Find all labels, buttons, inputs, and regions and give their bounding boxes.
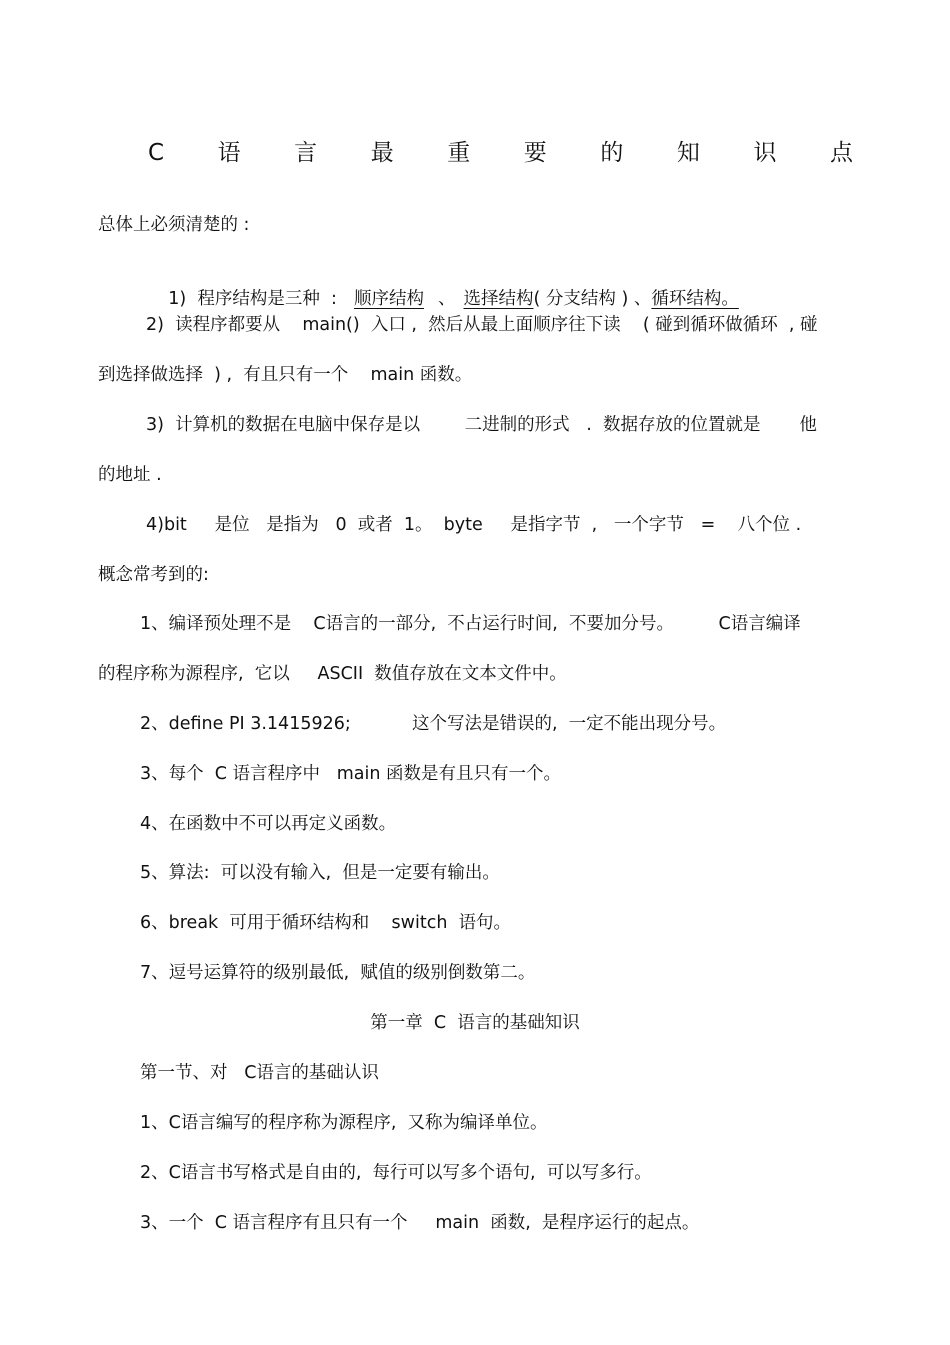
title-char: 的 xyxy=(600,140,624,166)
item1-selection: 选择结构 xyxy=(463,289,534,309)
concept-6: 6、break 可用于循环结构和 switch 语句。 xyxy=(140,913,512,933)
item1-middle: ( 分支结构 ) 、 xyxy=(533,289,652,309)
overview-heading: 总体上必须清楚的 : xyxy=(98,215,250,235)
overview-item-3-line-1: 3) 计算机的数据在电脑中保存是以 二进制的形式 . 数据存放的位置就是 他 xyxy=(146,415,817,435)
item1-loop: 循环结构。 xyxy=(651,289,739,309)
overview-item-4: 4)bit 是位 是指为 0 或者 1。 byte 是指字节 , 一个字节 = 八个位 . xyxy=(146,515,802,535)
concepts-heading: 概念常考到的: xyxy=(98,565,209,585)
item1-sequential: 顺序结构 xyxy=(354,289,424,309)
title-char: 语 xyxy=(217,140,241,166)
title-char: 最 xyxy=(370,140,394,166)
item1-separator: 、 xyxy=(438,289,456,309)
concept-2: 2、define PI 3.1415926; 这个写法是错误的, 一定不能出现分号。 xyxy=(140,714,727,734)
concept-1-line-1: 1、编译预处理不是 C语言的一部分, 不占运行时间, 不要加分号。 C语言编译 xyxy=(140,614,801,634)
section-item-2: 2、C语言书写格式是自由的, 每行可以写多个语句, 可以写多行。 xyxy=(140,1163,652,1183)
concept-7: 7、逗号运算符的级别最低, 赋值的级别倒数第二。 xyxy=(140,963,536,983)
title-char: 要 xyxy=(523,140,547,166)
concept-4: 4、在函数中不可以再定义函数。 xyxy=(140,814,397,834)
overview-item-2-line-1: 2) 读程序都要从 main() 入口 , 然后从最上面顺序往下读 ( 碰到循环做循环 , 碰 xyxy=(146,315,818,335)
item1-prefix: 1) 程序结构是三种 : xyxy=(168,289,348,309)
title-char: 重 xyxy=(447,140,471,166)
concept-3: 3、每个 C 语言程序中 main 函数是有且只有一个。 xyxy=(140,764,562,784)
title-char: 点 xyxy=(829,140,853,166)
document-title xyxy=(148,138,853,168)
title-char: C xyxy=(148,140,165,166)
section-item-3: 3、一个 C 语言程序有且只有一个 main 函数, 是程序运行的起点。 xyxy=(140,1213,700,1233)
section-item-1: 1、C语言编写的程序称为源程序, 又称为编译单位。 xyxy=(140,1113,548,1133)
concept-5: 5、算法: 可以没有输入, 但是一定要有输出。 xyxy=(140,863,500,883)
title-char: 识 xyxy=(753,140,777,166)
overview-item-2-line-2: 到选择做选择 ) , 有且只有一个 main 函数。 xyxy=(98,365,473,385)
overview-item-3-line-2: 的地址 . xyxy=(98,465,162,485)
title-char: 知 xyxy=(676,140,700,166)
chapter-heading: 第一章 C 语言的基础知识 xyxy=(370,1013,580,1033)
section-heading: 第一节、对 C语言的基础认识 xyxy=(140,1063,379,1083)
title-char: 言 xyxy=(294,140,318,166)
concept-1-line-2: 的程序称为源程序, 它以 ASCII 数值存放在文本文件中。 xyxy=(98,664,567,684)
